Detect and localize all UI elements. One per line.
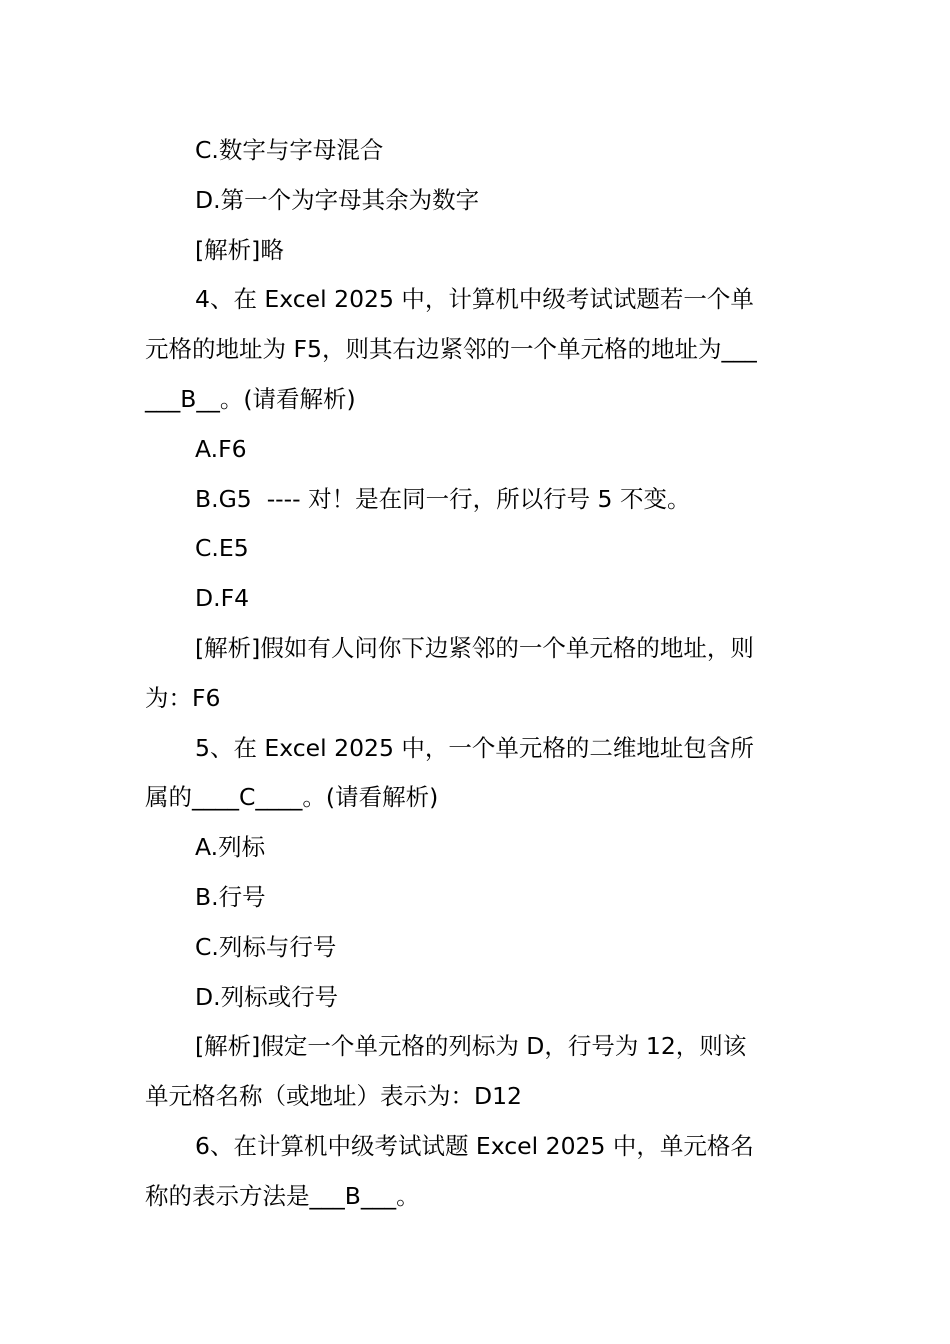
question-6-line-2: 称的表示方法是___B___。 [145, 1181, 420, 1210]
option-a-q5: A.列标 [195, 833, 266, 862]
analysis-q5-line-1: [解析]假定一个单元格的列标为 D，行号为 12，则该 [195, 1032, 747, 1061]
question-4-line-2: 元格的地址为 F5，则其右边紧邻的一个单元格的地址为___ [145, 335, 757, 364]
option-d-q5: D.列标或行号 [195, 982, 339, 1011]
option-b-q4: B.G5 ---- 对！是在同一行，所以行号 5 不变。 [195, 484, 691, 513]
analysis-q3: [解析]略 [195, 235, 284, 264]
question-5-line-1: 5、在 Excel 2025 中，一个单元格的二维地址包含所 [195, 733, 754, 762]
option-d-q4: D.F4 [195, 584, 250, 613]
question-6-line-1: 6、在计算机中级考试试题 Excel 2025 中，单元格名 [195, 1131, 754, 1160]
option-b-q5: B.行号 [195, 882, 266, 911]
option-c-q3: C.数字与字母混合 [195, 136, 384, 164]
document-body [145, 126, 810, 1222]
question-4-line-3: ___B__。(请看解析) [145, 384, 356, 413]
analysis-q5-line-2: 单元格名称（或地址）表示为：D12 [145, 1082, 522, 1111]
analysis-q4-line-2: 为：F6 [145, 683, 221, 712]
option-a-q4: A.F6 [195, 434, 247, 463]
option-d-q3: D.第一个为字母其余为数字 [195, 185, 480, 214]
question-4-line-1: 4、在 Excel 2025 中，计算机中级考试试题若一个单 [195, 285, 754, 314]
option-c-q4: C.E5 [195, 534, 249, 563]
option-c-q5: C.列标与行号 [195, 932, 337, 961]
analysis-q4-line-1: [解析]假如有人问你下边紧邻的一个单元格的地址，则 [195, 633, 754, 662]
question-5-line-2: 属的____C____。(请看解析) [145, 783, 439, 812]
